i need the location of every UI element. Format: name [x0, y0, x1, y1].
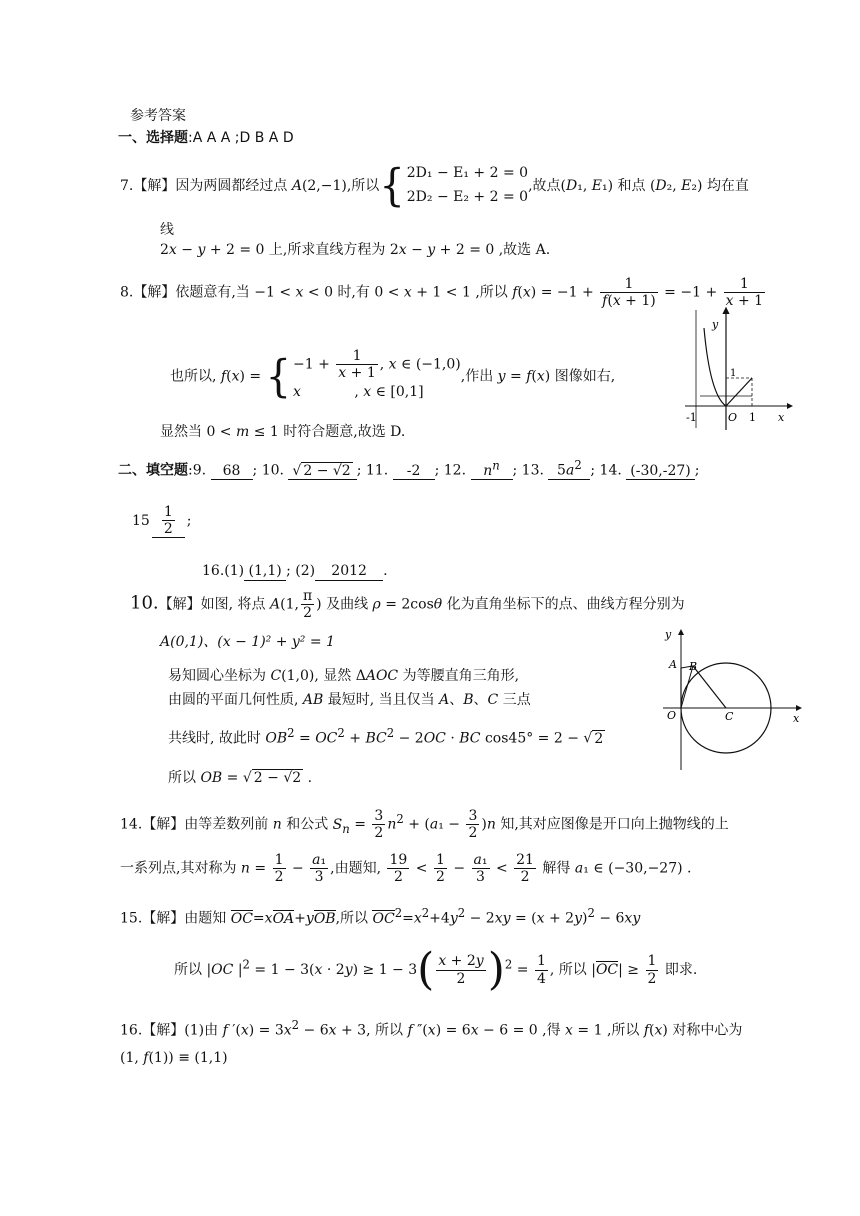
p10-text: 为等腰直角三角形, [402, 668, 520, 684]
p8-line2: 也所以, f(x) = { −1 + $\frac{1}{x + 1}$ , x ∈ (−1,0) x , x ∈ [0,1] ,作出 y = f(x) 图像如右, [170, 348, 616, 402]
graph8-origin: O [728, 411, 738, 424]
p7-text: ,故选 A. [498, 242, 551, 258]
p10-text: 三点 [502, 692, 531, 708]
p7-eq2: 2D₂ − E₂ + 2 = 0 [406, 188, 529, 205]
p10-text: 最短时, 当且仅当 [327, 692, 435, 708]
choice-label: 一、选择题 [118, 130, 188, 146]
p8-line1: 8.【解】依题意有,当 −1 < x < 0 时,有 0 < x + 1 < 1 ,所以 f(x) = −1 + $\frac{1}{f(x + 1)}$ = −1 + $\frac{1}{x + 1}$ [120, 276, 764, 310]
p15-line2: 所以 |OC $|^2 = 1 - 3(x \cdot 2y) \ge 1 - 3$( $\frac{x + 2y}{2}$ )$^2$ = $\frac{1}{4}$ , 所以 |OC| ≥ $\frac{1}{2}$ 即求. [174, 944, 698, 995]
p15-head: 15.【解】由题知 [120, 910, 227, 927]
answer-title: 参考答案 [130, 108, 186, 124]
answer-16-1: (1,1) [244, 563, 286, 581]
p15-text: 即求. [664, 962, 698, 978]
p15-text: 所以 [558, 962, 587, 978]
q12: ; 12. [434, 462, 467, 479]
p10-text: 化为直角坐标下的点、曲线方程分别为 [446, 596, 685, 613]
p10-head: 【解】如图, 将点 [158, 596, 266, 613]
p7-text: ,所以 [346, 177, 380, 194]
p10-graph [655, 622, 815, 772]
q16: 16.(1) [202, 563, 245, 579]
q16-end: . [383, 563, 388, 579]
curve-branch [704, 328, 726, 406]
p10-line6: 所以 OB = √ 2 − √2 . [168, 770, 313, 786]
p10-num: 10. [130, 592, 159, 614]
p10-text: 由圆的平面几何性质, [168, 692, 299, 708]
graph10-C: C [725, 710, 734, 723]
segment-BC [693, 666, 726, 708]
p14-text: 和公式 [286, 816, 329, 833]
p8-text: ,作出 [460, 368, 494, 385]
answer-16-2: 2012 [315, 563, 383, 581]
p7-head: 7.【解】因为两圆都经过点 [120, 177, 288, 194]
graph8-neg1: -1 [686, 411, 697, 424]
p10-line1: 10.【解】如图, 将点 A(1, $\frac{\pi}{2}$ ) 及曲线 ρ = 2cosθ 化为直角坐标下的点、曲线方程分别为 [130, 588, 685, 622]
p16-head: 16.【解】(1)由 [120, 1022, 219, 1039]
graph8-x-label: x [778, 411, 785, 424]
answer-12: $n^n$ [471, 458, 513, 480]
fill-16 [202, 563, 388, 581]
p14-text: 解得 [542, 860, 571, 877]
answer-9: 68 [211, 463, 253, 481]
graph10-O: O [667, 709, 677, 722]
p16-line2: (1, f(1)) ≡ (1,1) [120, 1050, 228, 1066]
q15: 15 [132, 513, 150, 530]
answer-11: -2 [393, 463, 435, 481]
q16b: ; (2) [286, 563, 316, 579]
p7-line2: 线 [160, 222, 174, 238]
q15-end: ; [186, 513, 192, 530]
p8-text: 时符合题意,故选 D. [283, 424, 406, 440]
answer-14: (-30,-27) [626, 463, 694, 481]
fill-section [118, 458, 699, 480]
graph10-x-label: x [793, 712, 800, 725]
p10-text: 共线时, 故此时 [168, 730, 261, 747]
p15-text: 所以 [174, 962, 202, 978]
p14-text: 一系列点,其对称为 [120, 860, 237, 877]
q10: ; 10. [252, 462, 284, 479]
p8-graph [670, 300, 800, 430]
p10-text: 易知圆心坐标为 [168, 668, 266, 684]
choice-section [118, 130, 294, 147]
p7-text: 均在直 [706, 177, 749, 194]
p8-text: 时,有 [337, 284, 370, 301]
p10-text: 所以 [168, 770, 196, 786]
q14-end: ; [694, 462, 700, 479]
p16-line1: 16.【解】(1)由 f $'(x) = 3x^2 - 6x + 3$, 所以 f ″(x) = 6x − 6 = 0 ,得 x = 1 ,所以 f(x) 对称中心为 [120, 1018, 743, 1039]
p8-text: 显然当 [160, 424, 202, 440]
q13: ; 13. [512, 462, 544, 479]
p10-line3: 易知圆心坐标为 C(1,0), 显然 ΔAOC 为等腰直角三角形, [168, 668, 520, 684]
p15-line1: 15.【解】由题知 OC=xOA+yOB,所以 $OC^2=x^2+4y^2 - 2xy = (x + 2y)^2 - 6xy$ [120, 906, 641, 927]
graph8-one-y: 1 [730, 368, 737, 379]
p7-line3: 2x − y + 2 = 0 上,所求直线方程为 2x − y + 2 = 0 ,故选 A. [160, 242, 551, 258]
p7-line1: 7.【解】因为两圆都经过点 A(2,−1),所以{ 2D₁ − E₁ + 2 = 0 2D₂ − E₂ + 2 = 0 ,故点(D₁, E₁) 和点 (D₂, E₂) 均在直 [120, 160, 749, 212]
p7-text: 和点 [617, 177, 646, 194]
graph8-y-label: y [712, 318, 719, 331]
answer-10: √ 2 − √2 [288, 463, 356, 481]
p8-head: 8.【解】依题意有,当 [120, 284, 250, 301]
p14-text: 知,其对应图像是开口向上抛物线的上 [500, 816, 729, 833]
p14-line2: 一系列点,其对称为 n = $\frac{1}{2}$ − $\frac{\text{a₁}}{3}$ ,由题知, $\frac{19}{2}$ < $\frac{1}{2}$ − $\frac{\text{a₁}}{3}$ < $\frac{21}{2}$ 解得 a₁ ∈ (−30,−27) . [120, 852, 692, 886]
p15-text: ,所以 [335, 910, 369, 927]
fill-15: 15 $\frac{1}{2}$ ; [132, 504, 192, 538]
choice-answers: :A A A ;D B A D [188, 130, 294, 146]
p8-text: ,所以 [475, 284, 508, 301]
p16-text: 所以 [374, 1022, 403, 1039]
q14: ; 14. [590, 462, 622, 479]
p7-eq1: 2D₁ − E₁ + 2 = 0 [406, 165, 529, 181]
p8-text: 也所以, [170, 368, 217, 385]
p14-head: 14.【解】由等差数列前 [120, 816, 269, 833]
p10-text: 及曲线 [326, 596, 369, 613]
p16-text: 对称中心为 [672, 1022, 743, 1039]
q11: ; 11. [356, 462, 389, 479]
p10-line4: 由圆的平面几何性质, AB 最短时, 当且仅当 A、B、C 三点 [168, 692, 531, 708]
graph10-B: B [689, 660, 698, 673]
line-segment [726, 378, 752, 406]
graph8-one-x: 1 [749, 411, 756, 424]
p14-line1: 14.【解】由等差数列前 n 和公式 $S_n$ = $\frac{3}{2}$ $n^2 + (a_1$ − $\frac{3}{2}$ )n 知,其对应图像是开口向上抛物线的上 [120, 808, 729, 842]
q9: :9. [188, 462, 207, 479]
fill-label: 二、填空题 [118, 462, 188, 479]
answer-13: $5a^2$ [548, 458, 590, 480]
p7-text: ,故点 [528, 177, 561, 194]
p8-text: 图像如右, [554, 368, 616, 385]
graph10-y-label: y [665, 628, 672, 641]
p16-text: ,所以 [606, 1022, 640, 1039]
p10-line5: 共线时, 故此时 $OB^2 = OC^2 + BC^2 - 2OC$ · BC cos45° = 2 − √ 2 [168, 726, 604, 747]
p16-text: ,得 [542, 1022, 561, 1039]
graph10-A: A [669, 658, 677, 671]
p8-conclusion: 显然当 0 < m ≤ 1 时符合题意,故选 D. [160, 424, 406, 440]
p10-line2: A(0,1)、(x − 1)² + y² = 1 [160, 634, 335, 650]
p14-text: ,由题知, [330, 860, 382, 877]
p7-text: 上,所求直线方程为 [268, 242, 386, 258]
p10-text: , 显然 [314, 668, 352, 684]
